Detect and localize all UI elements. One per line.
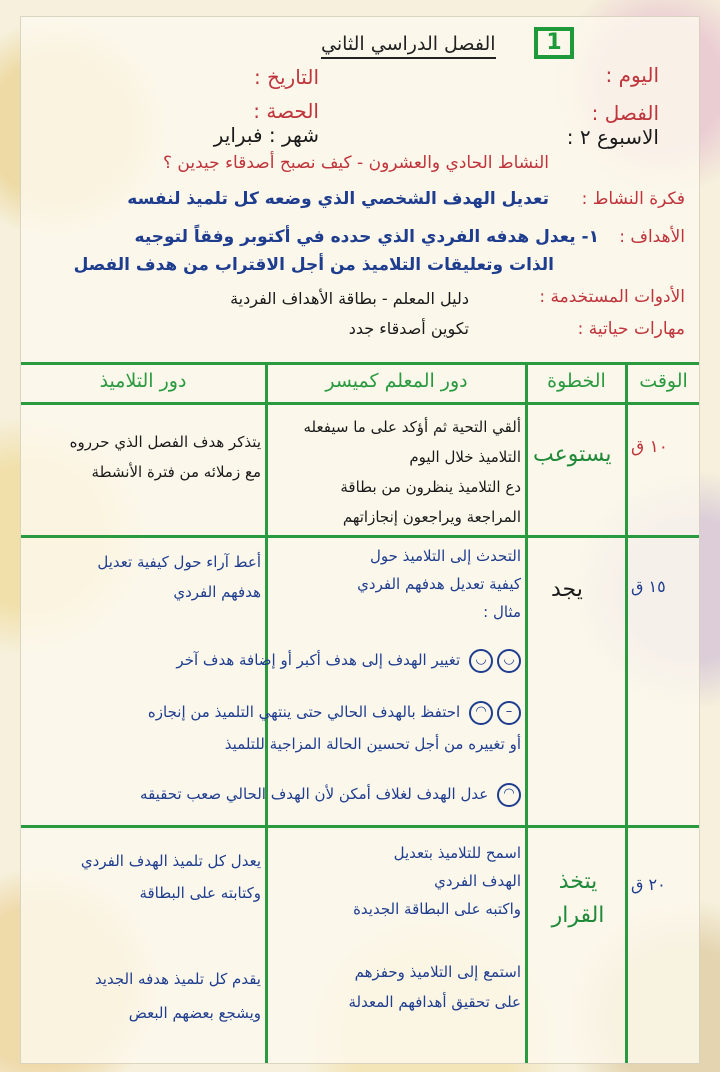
period-label: الحصة :	[253, 99, 319, 123]
row-2-example-1: ◡◡ تغيير الهدف إلى هدف أكبر أو إضافة هدف آخر	[27, 645, 521, 675]
life-skills-label: مهارات حياتية :	[577, 319, 685, 339]
row-3-student-a: يعدل كل تلميذ الهدف الفردي وكتابته على البطاقة	[80, 852, 261, 902]
day-label: اليوم :	[605, 63, 659, 87]
col-step-divider	[525, 362, 528, 1063]
row-3-student-b: يقدم كل تلميذ هدفه الجديد ويشجع بعضهم البعض	[94, 970, 261, 1022]
activity-title: النشاط الحادي والعشرون - كيف نصبح أصدقاء جيدين ؟	[163, 153, 549, 173]
month-label: شهر : فبراير	[213, 123, 319, 147]
worksheet-paper	[20, 16, 700, 1064]
goals-label: الأهداف :	[619, 227, 685, 247]
sad-face-icon: ◠	[497, 783, 521, 807]
tools-text: دليل المعلم - بطاقة الأهداف الفردية	[230, 289, 469, 308]
sad-face-icon: ◠	[469, 701, 493, 725]
row-3-time: ٢٠ ق	[631, 875, 666, 894]
col-time-divider	[625, 362, 628, 1063]
row-1-teacher: ألقي التحية ثم أؤكد على ما سيفعله التلاميذ خلال اليوم دع التلاميذ ينظرون من بطاقة المراجعة ويراجعون إنجازاتهم	[303, 418, 521, 526]
header-teacher: دور المعلم كميسر	[325, 370, 468, 392]
tools-label: الأدوات المستخدمة :	[539, 287, 685, 307]
date-label: التاريخ :	[253, 65, 319, 89]
row-2-example-2b: أو تغييره من أجل تحسين الحالة المزاجية للتلميذ	[224, 735, 521, 753]
row-1-rule	[21, 535, 699, 538]
row-3-teacher-a: اسمح للتلاميذ بتعديل الهدف الفردي واكتبه على البطاقة الجديدة	[353, 844, 521, 918]
smile-icon: ◡	[497, 649, 521, 673]
row-1-student: يتذكر هدف الفصل الذي حرروه مع زملائه من فترة الأنشطة	[69, 433, 261, 481]
row-2-teacher-intro: التحدث إلى التلاميذ حول كيفية تعديل هدفهم الفردي مثال :	[357, 547, 521, 621]
row-1-step: يستوعب	[533, 442, 612, 467]
page-number-box: 1	[534, 27, 574, 59]
goals-line-1: ١- يعدل هدفه الفردي الذي حدده في أكتوبر وفقاً لتوجيه	[134, 227, 599, 247]
row-2-example-3: ◠ عدل الهدف لغلاف أمكن لأن الهدف الحالي صعب تحقيقه	[27, 779, 521, 809]
idea-label: فكرة النشاط :	[581, 189, 685, 209]
row-2-step: يجد	[551, 577, 583, 602]
row-2-student: أعط آراء حول كيفية تعديل هدفهم الفردي	[97, 553, 261, 601]
row-1-time: ١٠ ق	[631, 437, 668, 457]
row-3-teacher-b: استمع إلى التلاميذ وحفزهم على تحقيق أهدافهم المعدلة	[348, 963, 521, 1011]
smile-icon: ◡	[469, 649, 493, 673]
semester-title: الفصل الدراسي الثاني	[321, 33, 496, 59]
row-3-step: يتخذ القرار	[551, 869, 605, 928]
class-label: الفصل :	[591, 101, 659, 125]
row-2-rule	[21, 825, 699, 828]
row-2-example-2: –◠ احتفظ بالهدف الحالي حتى ينتهي التلميذ من إنجازه	[27, 697, 521, 727]
row-2-time: ١٥ ق	[631, 577, 666, 596]
neutral-face-icon: –	[497, 701, 521, 725]
idea-text: تعديل الهدف الشخصي الذي وضعه كل تلميذ لنفسه	[127, 189, 549, 209]
table-top-rule	[21, 362, 699, 365]
goals-line-2: الذات وتعليقات التلاميذ من أجل الاقتراب من هدف الفصل	[73, 255, 554, 275]
table-header-rule	[21, 402, 699, 405]
header-time: الوقت	[639, 370, 688, 392]
header-student: دور التلاميذ	[99, 370, 187, 392]
week-label: الاسبوع ٢ :	[566, 125, 659, 149]
life-skills-text: تكوين أصدقاء جدد	[348, 319, 469, 338]
header-step: الخطوة	[547, 370, 606, 392]
